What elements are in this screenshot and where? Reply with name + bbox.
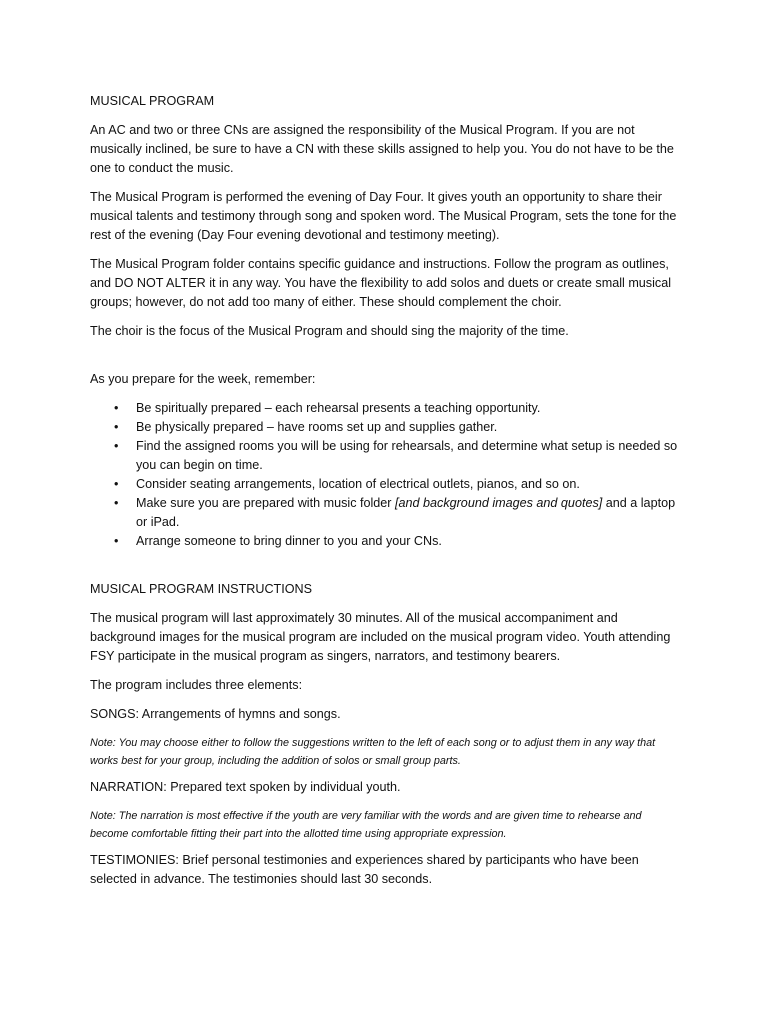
list-item <box>90 399 680 418</box>
list-item <box>90 532 680 551</box>
paragraph-testimonies: TESTIMONIES: Brief personal testimonies and experiences shared by participants who have been selected in advance. The testimonies should last 30 seconds. <box>90 853 639 886</box>
bullet-icon: • <box>114 477 119 491</box>
note-narration: Note: The narration is most effective if the youth are very familiar with the words and are given time to rehearse and become comfortable fitting their part into the allotted time using appropriate expression. <box>90 810 642 840</box>
list-item-text: Be physically prepared – have rooms set up and supplies gather. <box>136 420 498 434</box>
document-page <box>90 92 680 899</box>
list-item-text: Arrange someone to bring dinner to you and your CNs. <box>136 534 442 548</box>
list-item-text-pre: Make sure you are prepared with music folder <box>136 496 395 510</box>
section-heading-musical-program: MUSICAL PROGRAM <box>90 94 215 108</box>
paragraph-narration: NARRATION: Prepared text spoken by individual youth. <box>90 780 401 794</box>
list-item <box>90 418 680 437</box>
list-item <box>90 494 680 532</box>
paragraph-choir-focus: The choir is the focus of the Musical Program and should sing the majority of the time. <box>90 324 569 338</box>
paragraph-elements-intro: The program includes three elements: <box>90 678 303 692</box>
paragraph-songs: SONGS: Arrangements of hymns and songs. <box>90 707 341 721</box>
list-item <box>90 475 680 494</box>
note-songs: Note: You may choose either to follow the suggestions written to the left of each song or to adjust them in any way that works best for your group, including the addition of solos or small group parts. <box>90 737 656 767</box>
list-item-text-italic: [and background images and quotes] <box>395 496 603 510</box>
spacer <box>90 351 680 370</box>
spacer <box>90 561 680 580</box>
section-heading-instructions: MUSICAL PROGRAM INSTRUCTIONS <box>90 582 313 596</box>
paragraph-folder-guidance: The Musical Program folder contains specific guidance and instructions. Follow the program as outlines, and DO NOT ALTER it in any way. You have the flexibility to add solos and duets or create small musical groups; however, do not add too many of either. These should complement the choir. <box>90 257 672 309</box>
list-item-text: Be spiritually prepared – each rehearsal presents a teaching opportunity. <box>136 401 541 415</box>
list-item-text-post: and a laptop or iPad. <box>136 496 676 529</box>
paragraph-duration: The musical program will last approximately 30 minutes. All of the musical accompaniment and background images for the musical program are included on the musical program video. Youth attending FSY participate in the musical program as singers, narrators, and testimony bearers. <box>90 611 671 663</box>
preparation-list <box>90 399 680 551</box>
paragraph-prepare-intro: As you prepare for the week, remember: <box>90 372 316 386</box>
bullet-icon: • <box>114 420 119 434</box>
list-item <box>90 437 680 475</box>
bullet-icon: • <box>114 534 119 548</box>
list-item-text: Find the assigned rooms you will be using for rehearsals, and determine what setup is needed so you can begin on time. <box>136 439 678 472</box>
bullet-icon: • <box>114 439 119 453</box>
bullet-icon: • <box>114 496 119 510</box>
bullet-icon: • <box>114 401 119 415</box>
paragraph-performance: The Musical Program is performed the evening of Day Four. It gives youth an opportunity to share their musical talents and testimony through song and spoken word. The Musical Program, sets the tone for the rest of the evening (Day Four evening devotional and testimony meeting). <box>90 190 677 242</box>
list-item-text: Consider seating arrangements, location of electrical outlets, pianos, and so on. <box>136 477 580 491</box>
paragraph-assignment: An AC and two or three CNs are assigned the responsibility of the Musical Program. If you are not musically inclined, be sure to have a CN with these skills assigned to help you. You do not have to be the one to conduct the music. <box>90 123 674 175</box>
